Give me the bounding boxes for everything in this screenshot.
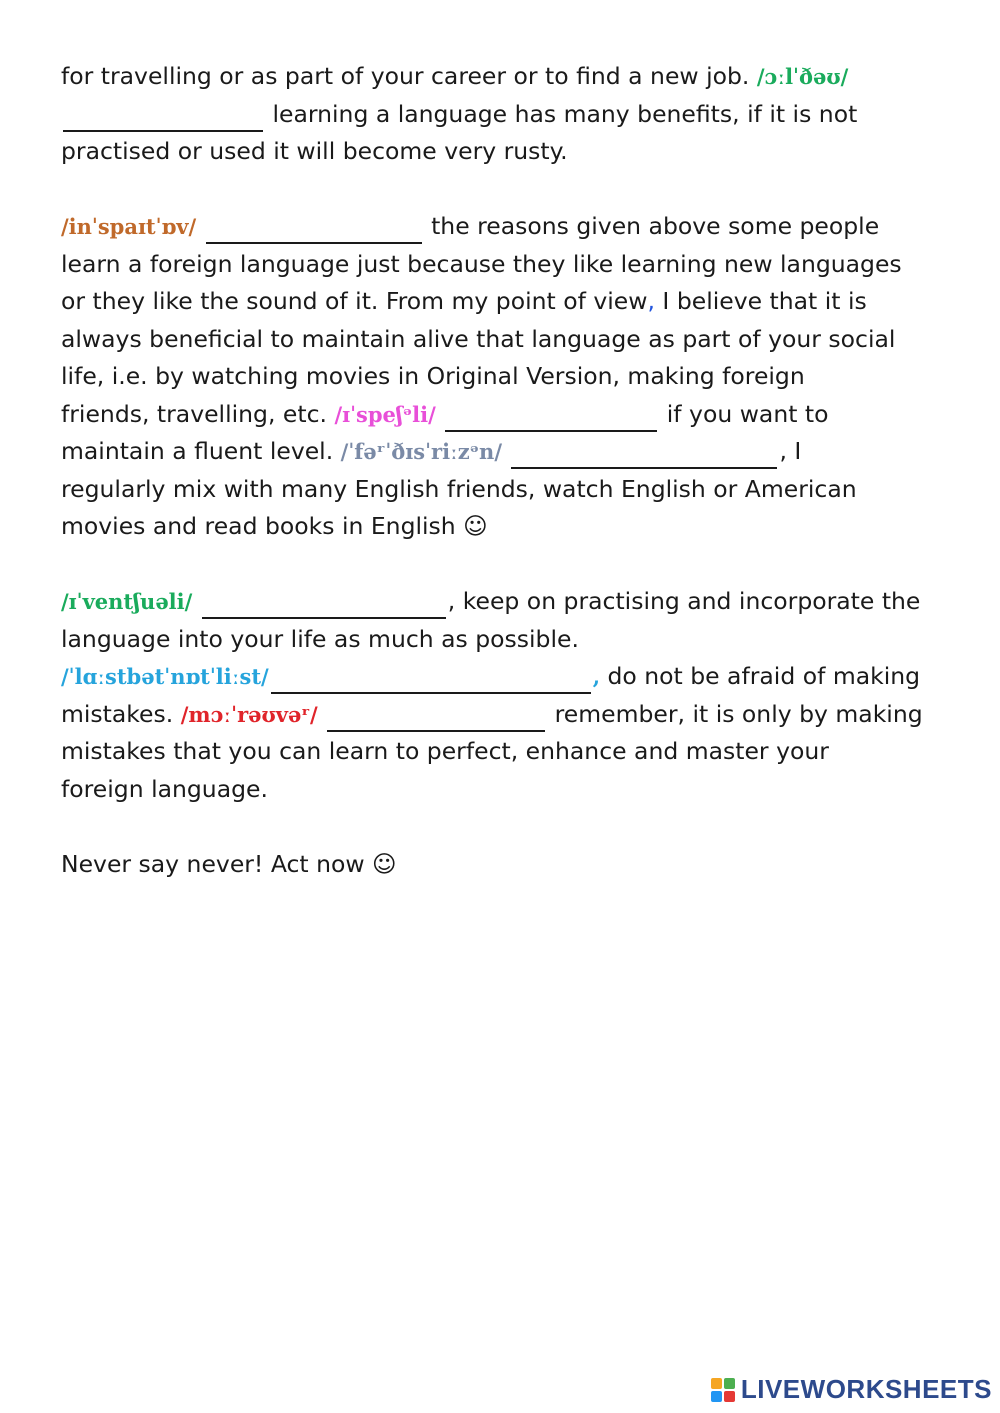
phonetic-especially: /ɪˈspeʃᵊli/ xyxy=(334,401,436,427)
p3-line-3: /ˈlɑːstbətˈnɒtˈliːst/ , do not be afraid of making xyxy=(61,658,961,696)
p4-line-1: Never say never! Act now ☺ xyxy=(61,849,397,878)
paragraph-3 xyxy=(61,583,961,808)
answer-blank-1[interactable] xyxy=(63,104,263,132)
phonetic-last-but-not-least: /ˈlɑːstbətˈnɒtˈliːst/ xyxy=(61,664,269,689)
answer-blank-5[interactable] xyxy=(202,591,446,619)
paragraph-1 xyxy=(61,58,961,171)
p2-line-8: regularly mix with many English friends, watch English or American xyxy=(61,474,857,503)
p2-line-4: always beneficial to maintain alive that language as part of your social xyxy=(61,324,896,353)
p2-line-9: movies and read books in English ☺ xyxy=(61,512,488,540)
phonetic-eventually: /ɪˈventʃuəli/ xyxy=(61,589,193,614)
answer-blank-4[interactable] xyxy=(511,441,777,469)
logo-text: LIVEWORKSHEETS xyxy=(740,1374,992,1404)
p1-line-3: practised or used it will become very rusty. xyxy=(61,137,568,165)
phonetic-all-though: /ɔːlˈðəʊ/ xyxy=(756,64,849,89)
p3-line-2: language into your life as much as possible. xyxy=(61,624,579,653)
paragraph-4 xyxy=(61,846,961,884)
p3-line-1: /ɪˈventʃuəli/ , keep on practising and incorporate the xyxy=(61,583,961,621)
p2-line-1: /inˈspaɪtˈɒv/ the reasons given above some people xyxy=(61,208,961,246)
phonetic-in-spite-of: /inˈspaɪtˈɒv/ xyxy=(61,214,197,239)
p3-line-4: mistakes. /mɔːˈrəʊvəʳ/ remember, it is only by making xyxy=(61,696,961,734)
p3-line-5: mistakes that you can learn to perfect, enhance and master your xyxy=(61,737,829,765)
p2-line-3: or they like the sound of it. From my point of view, I believe that it is xyxy=(61,287,867,315)
liveworksheets-logo xyxy=(711,1374,992,1405)
paragraph-2 xyxy=(61,208,961,546)
phonetic-moreover: /mɔːˈrəʊvəʳ/ xyxy=(180,701,318,727)
worksheet-page xyxy=(61,58,961,921)
phonetic-for-this-reason: /ˈfəʳˈðɪsˈriːzᵊn/ xyxy=(340,439,502,464)
logo-blocks-icon xyxy=(711,1378,735,1402)
answer-blank-3[interactable] xyxy=(445,404,657,432)
answer-blank-7[interactable] xyxy=(327,704,545,732)
p1-line-1: for travelling or as part of your career or to find a new job. /ɔːlˈðəʊ/ xyxy=(61,62,849,90)
answer-blank-6[interactable] xyxy=(271,666,591,694)
p2-line-2: learn a foreign language just because they like learning new languages xyxy=(61,249,902,278)
p3-line-6: foreign language. xyxy=(61,774,268,803)
p2-line-6: friends, travelling, etc. /ɪˈspeʃᵊli/ if you want to xyxy=(61,396,961,434)
p2-line-7: maintain a fluent level. /ˈfəʳˈðɪsˈriːzᵊn/ , I xyxy=(61,433,961,471)
answer-blank-2[interactable] xyxy=(206,216,422,244)
p1-line-2: learning a language has many benefits, if it is not xyxy=(61,96,961,134)
p2-line-5: life, i.e. by watching movies in Original Version, making foreign xyxy=(61,362,805,390)
